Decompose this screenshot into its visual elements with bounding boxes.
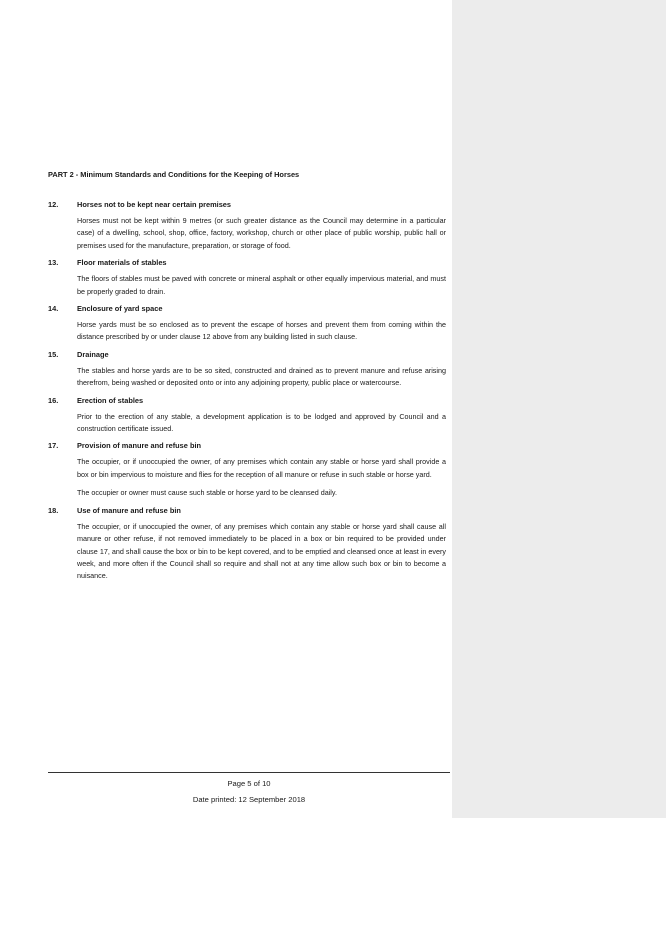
clause-number: 12. (48, 200, 59, 209)
clause-16 (48, 395, 448, 436)
clause-paragraph: Prior to the erection of any stable, a development application is to be lodged and approved by Council and a construction certificate issued. (77, 411, 446, 434)
clause-body (77, 365, 446, 390)
clause-number: 17. (48, 441, 59, 451)
clause-number: 14. (48, 304, 59, 314)
clause-body (77, 319, 446, 344)
clause-body (77, 215, 446, 252)
clause-paragraph: Horse yards must be so enclosed as to prevent the escape of horses and prevent them from coming within the distance prescribed by or under clause 12 above from any building listed in such clause. (77, 320, 446, 342)
footer-divider (48, 772, 450, 773)
clause-paragraph: The occupier or owner must cause such stable or horse yard to be cleansed daily. (77, 488, 337, 498)
clause-paragraph: Horses must not be kept within 9 metres (or such greater distance as the Council may determine in a particular case) of a dwelling, school, shop, office, factory, workshop, church or other place of public worship, public hall or premises used for the manufacture, preparation, or storage of food. (77, 216, 446, 250)
clause-number: 15. (48, 349, 59, 359)
clause-title: Horses not to be kept near certain premises (77, 200, 232, 209)
clause-paragraph: The occupier, or if unoccupied the owner, of any premises which contain any stable or horse yard shall provide a box or bin impervious to moisture and flies for the reception of all manure or refuse in such stable or horse yard. (77, 457, 446, 479)
footer-date-printed: Date printed: 12 September 2018 (192, 795, 306, 804)
footer-page-number: Page 5 of 10 (227, 779, 271, 788)
clause-header (48, 257, 448, 269)
clause-header (48, 395, 448, 407)
clause-number: 18. (48, 505, 59, 515)
comment-margin-panel (452, 0, 666, 818)
clause-13 (48, 257, 448, 298)
clause-title: Erection of stables (77, 395, 144, 405)
clause-header (48, 505, 448, 517)
clause-header (48, 440, 448, 452)
part-heading: PART 2 - Minimum Standards and Conditions for the Keeping of Horses (48, 170, 300, 179)
clause-header (48, 349, 448, 361)
clause-paragraph: The stables and horse yards are to be so sited, constructed and drained as to prevent manure and refuse arising therefrom, being washed or deposited onto or into any adjoining property, public place or watercourse. (77, 365, 446, 388)
clause-title: Drainage (77, 349, 109, 359)
clause-number: 16. (48, 395, 59, 405)
clause-list (48, 199, 448, 583)
clause-title: Use of manure and refuse bin (77, 505, 181, 515)
clause-body (77, 521, 446, 583)
clause-body (77, 456, 446, 499)
clause-17 (48, 440, 448, 499)
clause-14 (48, 303, 448, 344)
clause-header (48, 199, 448, 211)
clause-paragraph: The occupier, or if unoccupied the owner, of any premises which contain any stable or horse yard shall cause all manure or other refuse, if not removed immediately to be placed in a box or bin required to be provided under clause 17, and shall cause the box or bin to be kept covered, and to be emptied and cleansed once at least in every week, and more often if the Council shall so require and shall not at any time allow such box or bin to become a nuisance. (77, 521, 446, 581)
clause-15 (48, 349, 448, 390)
clause-header (48, 303, 448, 315)
clause-title: Provision of manure and refuse bin (77, 441, 202, 451)
clause-18 (48, 505, 448, 583)
clause-12 (48, 199, 448, 252)
clause-body (77, 411, 446, 436)
clause-title: Enclosure of yard space (77, 304, 163, 314)
clause-body (77, 273, 446, 298)
clause-number: 13. (48, 258, 59, 268)
clause-title: Floor materials of stables (77, 258, 167, 268)
clause-paragraph: The floors of stables must be paved with concrete or mineral asphalt or other equally impervious material, and must be properly graded to drain. (77, 274, 446, 296)
